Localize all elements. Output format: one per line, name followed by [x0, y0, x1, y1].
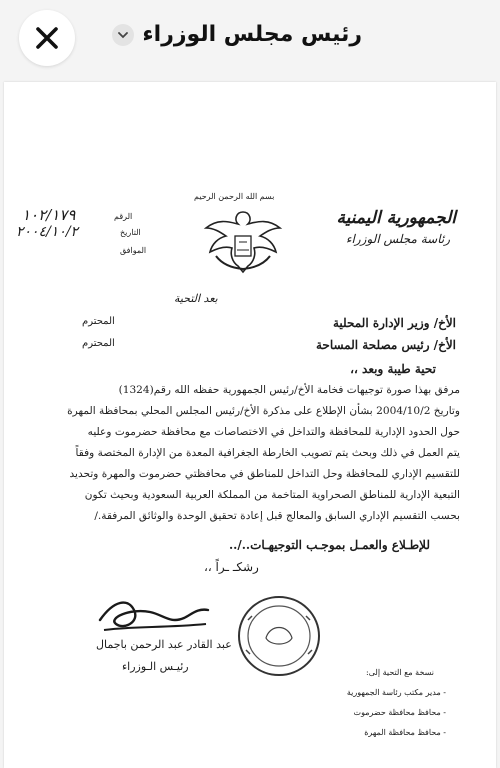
viewer-header — [0, 0, 500, 74]
copy-recipient: - محافظ محافظة حضرموت — [353, 708, 446, 717]
recipient-2-honorific: المحترم — [82, 338, 115, 349]
ref-number-value: ١٠٢/١٧٩ — [22, 206, 76, 224]
ref-hijri-label: الموافق — [120, 246, 147, 255]
signature-icon — [94, 590, 214, 638]
body-line: بحسب التقسيم الإداري السابق والمعالج قبل إعادة تحقيق الوحدة والوثائق المرفقة./ — [94, 510, 460, 522]
title-group[interactable] — [112, 22, 362, 47]
close-icon — [34, 25, 60, 51]
body-line: مرفق بهذا صورة توجيهات فخامة الأخ/رئيس الجمهورية حفظه الله رقم(1324) — [118, 384, 460, 396]
ref-number-label: الرقم — [114, 212, 133, 221]
body-line: حول الحدود الإدارية للمحافظة والتداخل في الاختصاصات مع محافظة حضرموت وعليه — [87, 426, 460, 438]
body-line: يتم العمل في ذلك وبحث يتم تصويب الخارطة الجغرافية المعدة من الإدارة المختصة وفقاً — [75, 447, 460, 459]
recipient-2: الأخ/ رئيس مصلحة المساحة — [315, 338, 456, 352]
body-line: للتقسيم الإداري للمحافظة وحل التداخل للمناطق في محافظتي حضرموت والمهرة وتحديد — [69, 468, 460, 480]
body-line: التبعية الإدارية للمناطق الصحراوية المتاخمة من المملكة العربية السعودية وبحيث تكون — [84, 489, 460, 501]
document-image — [4, 82, 496, 768]
recipient-1-honorific: المحترم — [82, 316, 115, 327]
chevron-down-icon — [117, 29, 129, 41]
yemen-emblem-icon — [196, 206, 290, 276]
title-dropdown[interactable] — [112, 24, 134, 46]
closing-marks: رشكـ ـراً ،، — [204, 560, 259, 574]
ref-date-value: ٢٠٠٤/١٠/٢ — [16, 224, 79, 240]
copy-recipient: - مدير مكتب رئاسة الجمهورية — [346, 688, 446, 697]
signer-name: عبد القادر عبد الرحمن باجمال — [96, 638, 232, 651]
page-title: رئيس مجلس الوزراء — [142, 22, 362, 47]
copy-recipient: - محافظ محافظة المهرة — [364, 728, 446, 737]
greeting: تحية طيبة وبعد ،، — [350, 362, 436, 376]
ref-date-label: التاريخ — [120, 228, 141, 237]
emblem-caption: بسم الله الرحمن الرحيم — [194, 192, 275, 201]
recipient-1: الأخ/ وزير الإدارة المحلية — [332, 316, 456, 330]
letterhead-country: الجمهورية اليمنية — [336, 208, 456, 228]
copy-header: نسخة مع التحية إلى: — [366, 668, 434, 677]
close-button[interactable] — [19, 10, 75, 66]
salutation-mark: بعد التحية — [174, 292, 218, 305]
closing-line: للإطـلاع والعمـل بموجـب التوجيهـات../.. — [229, 538, 430, 552]
signer-title: رئيـس الـوزراء — [122, 660, 189, 673]
letterhead-office: رئاسة مجلس الوزراء — [345, 232, 450, 246]
official-stamp-icon — [236, 594, 322, 678]
body-line: وتاريخ 2004/10/2 بشأن الإطلاع على مذكرة الأخ/رئيس المجلس المحلي بمحافظة المهرة — [67, 405, 460, 417]
